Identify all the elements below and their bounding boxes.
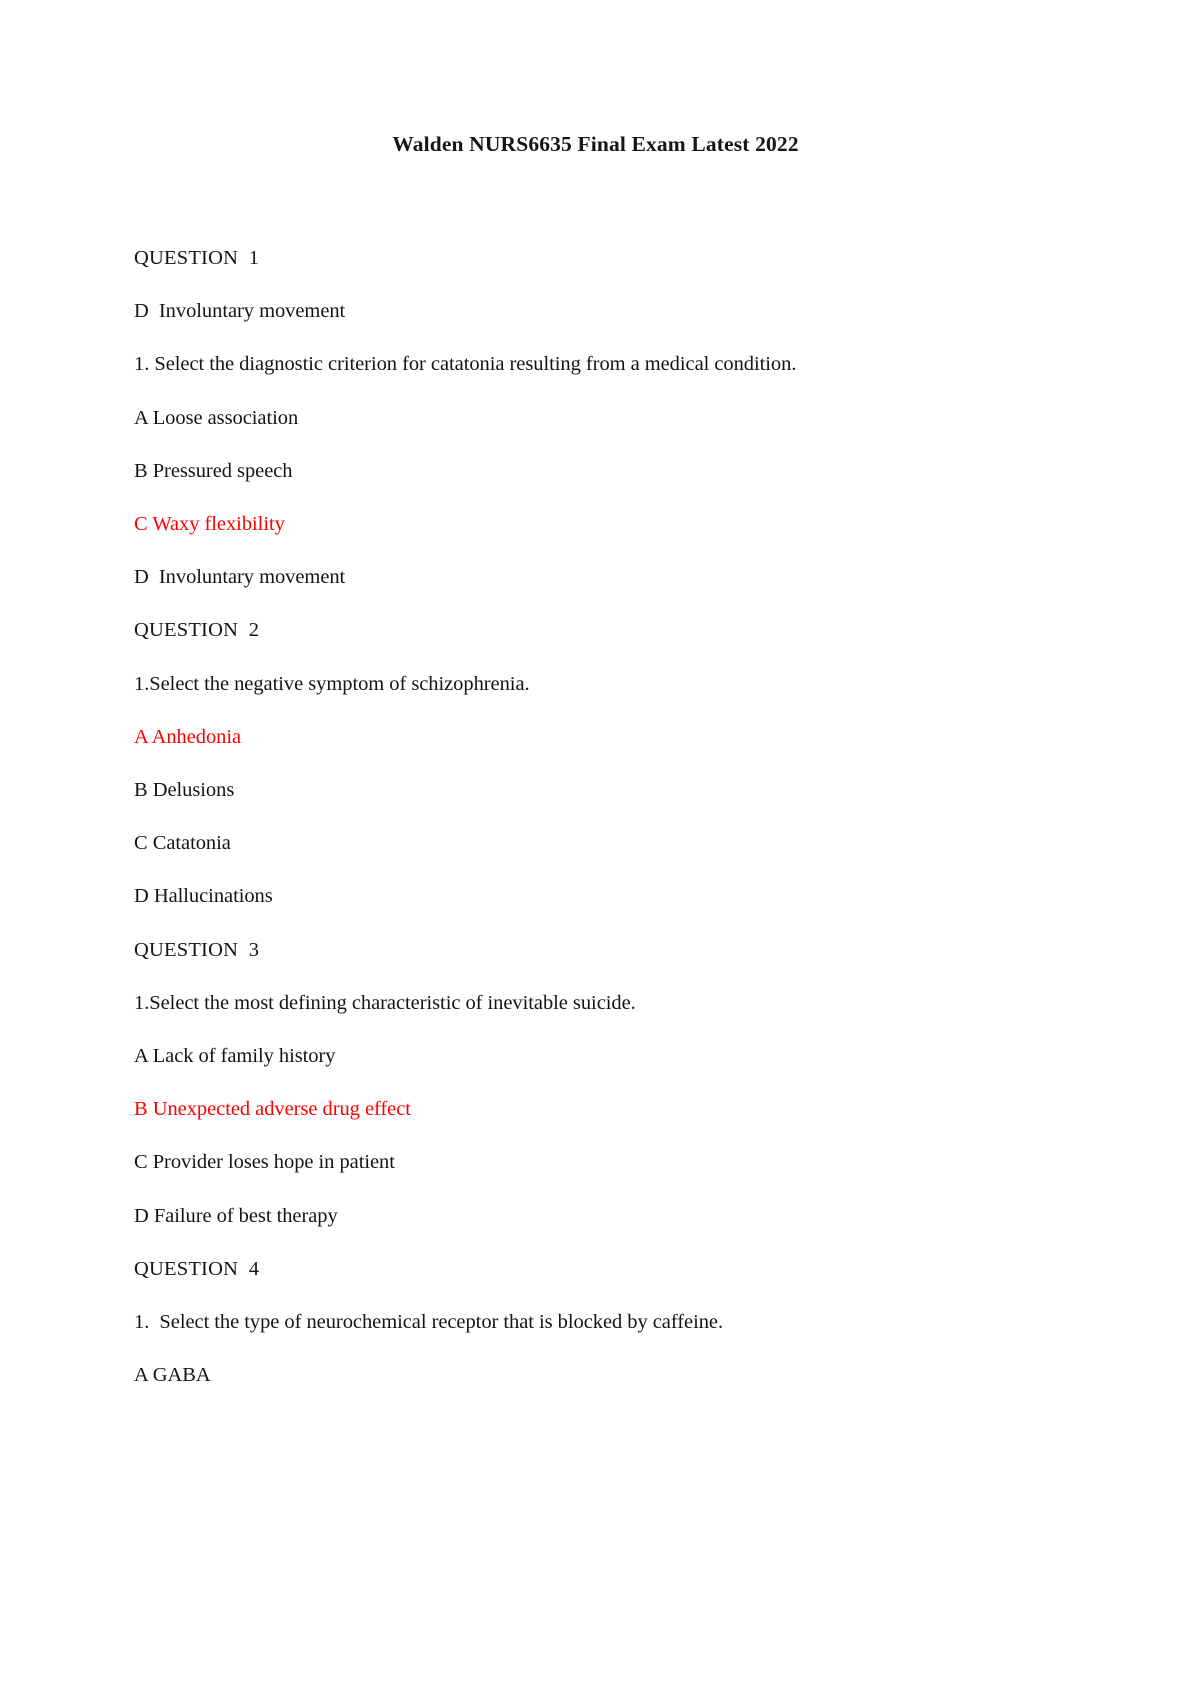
answer-option: A Anhedonia: [134, 725, 242, 748]
answer-option: C Waxy flexibility: [134, 513, 285, 536]
exam-body: [134, 232, 1094, 1402]
answer-choice: C Provider loses hope in patient: [134, 1151, 395, 1174]
answer-option: B Unexpected adverse drug effect: [134, 1098, 411, 1121]
answer-choice: B Delusions: [134, 779, 235, 802]
question-stem: 1.Select the negative symptom of schizophrenia.: [134, 672, 530, 695]
answer-choice: D Involuntary movement: [134, 300, 346, 323]
question-header: QUESTION 4: [134, 1257, 260, 1280]
answer-choice: D Failure of best therapy: [134, 1204, 338, 1227]
answer-choice: A GABA: [134, 1364, 211, 1387]
answer-choice: D Hallucinations: [134, 885, 273, 908]
question-header: QUESTION 3: [134, 938, 260, 961]
answer-choice: A Lack of family history: [134, 1045, 336, 1068]
question-header: QUESTION 2: [134, 619, 260, 642]
answer-choice: A Loose association: [134, 406, 299, 429]
question-stem: 1. Select the type of neurochemical receptor that is blocked by caffeine.: [134, 1311, 724, 1334]
answer-choice: D Involuntary movement: [134, 566, 346, 589]
question-stem: 1. Select the diagnostic criterion for catatonia resulting from a medical condition.: [134, 353, 797, 376]
answer-choice: B Pressured speech: [134, 459, 293, 482]
answer-choice: C Catatonia: [134, 832, 231, 855]
question-stem: 1.Select the most defining characteristic of inevitable suicide.: [134, 991, 636, 1014]
question-header: QUESTION 1: [134, 247, 260, 269]
page-title: Walden NURS6635 Final Exam Latest 2022: [392, 132, 799, 156]
